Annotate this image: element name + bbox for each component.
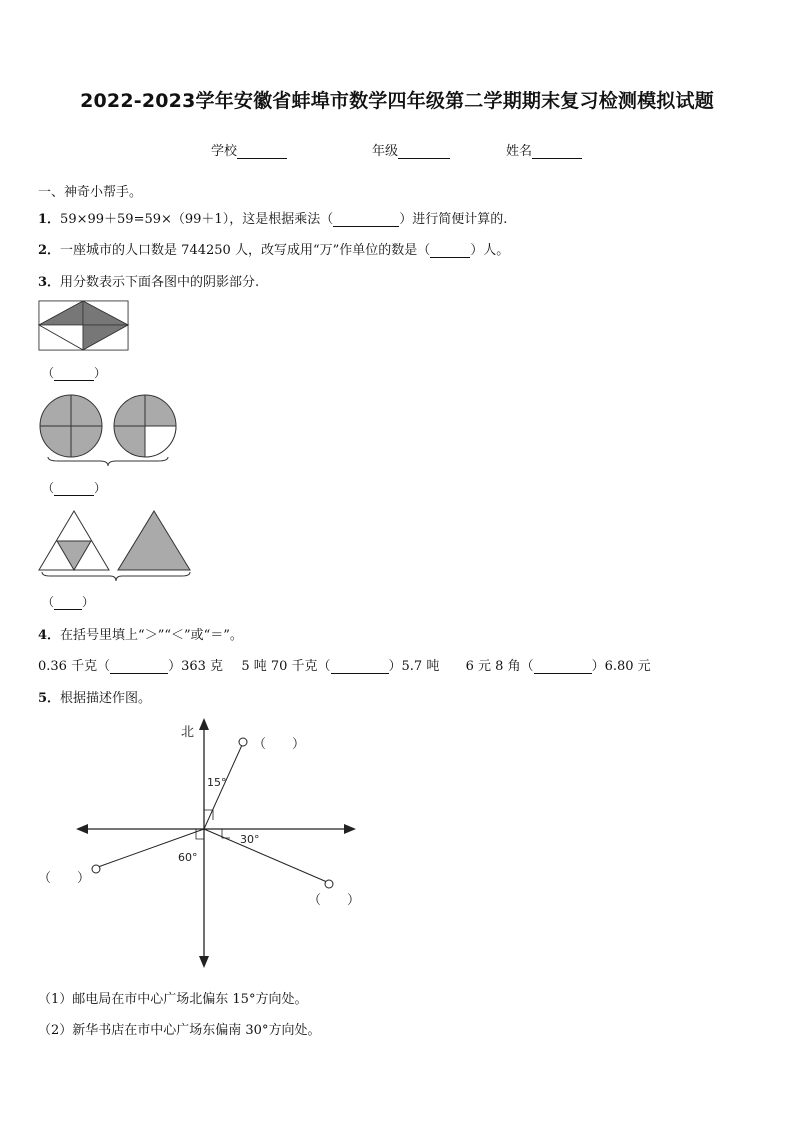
answer-paren (42, 364, 106, 381)
rectangle-triangles-figure (38, 300, 130, 352)
page-title: 2022-2023学年安徽省蚌埠市数学四年级第二学期期末复习检测模拟试题 (80, 90, 714, 112)
triangles-figure (38, 508, 194, 583)
answer-paren (42, 479, 106, 496)
question-3 (38, 271, 259, 290)
compare-left: 6 元 8 角（ (465, 659, 534, 674)
question-2-text-b: ）人。 (470, 243, 510, 258)
answer-blank[interactable] (110, 659, 168, 674)
sub-question-1: （1）邮电局在市中心广场北偏东 15°方向处。 (38, 992, 308, 1007)
answer-blank[interactable] (54, 483, 94, 496)
paren-close: ） (82, 595, 95, 609)
compare-item-1 (38, 659, 223, 674)
question-4-text: 在括号里填上“＞”“＜”或“＝”。 (60, 628, 243, 643)
paren-open: （ (42, 366, 55, 380)
answer-paren (42, 593, 94, 610)
question-number: 5． (38, 691, 61, 706)
question-number: 3． (38, 275, 61, 290)
question-number: 4． (38, 628, 61, 643)
school-field (211, 140, 287, 159)
paren-open: （ (42, 595, 55, 609)
name-field (506, 140, 582, 159)
question-number: 1． (38, 212, 61, 227)
question-4 (38, 624, 243, 643)
question-1-text-a: 59×99＋59=59×（99＋1），这是根据乘法（ (60, 212, 334, 227)
compare-right: ）5.7 吨 (388, 659, 440, 674)
compare-left: 5 吨 70 千克（ (241, 659, 331, 674)
name-blank[interactable] (532, 144, 582, 159)
answer-blank[interactable] (534, 659, 592, 674)
section-heading: 一、神奇小帮手。 (38, 185, 143, 200)
angle-15-label: 15° (207, 776, 227, 789)
paren-close: ） (94, 481, 107, 495)
circles-figure (38, 393, 178, 468)
compass-diagram (30, 712, 380, 972)
answer-paren[interactable]: （ ） (38, 871, 91, 886)
question-2-text-a: 一座城市的人口数是 744250 人，改写成用“万”作单位的数是（ (60, 243, 431, 258)
answer-blank[interactable] (333, 212, 399, 227)
question-5-text: 根据描述作图。 (60, 691, 152, 706)
question-1-text-b: ）进行简便计算的. (399, 212, 508, 227)
north-label: 北 (181, 725, 195, 740)
paren-close: ） (94, 366, 107, 380)
question-3-text: 用分数表示下面各图中的阴影部分. (60, 275, 260, 290)
school-label: 学校 (211, 144, 238, 159)
angle-60-label: 60° (178, 851, 198, 864)
answer-blank[interactable] (331, 659, 389, 674)
compare-right: ）363 克 (168, 659, 224, 674)
school-blank[interactable] (237, 144, 287, 159)
compare-left: 0.36 千克（ (38, 659, 111, 674)
answer-blank[interactable] (54, 368, 94, 381)
compare-item-2 (241, 659, 439, 674)
question-2 (38, 239, 509, 258)
paren-open: （ (42, 481, 55, 495)
grade-blank[interactable] (398, 144, 450, 159)
answer-blank[interactable] (54, 597, 82, 610)
sub-question-2: （2）新华书店在市中心广场东偏南 30°方向处。 (38, 1023, 321, 1038)
question-number: 2． (38, 243, 61, 258)
angle-30-label: 30° (240, 833, 260, 846)
grade-field (372, 140, 450, 159)
question-4-items (38, 655, 651, 674)
question-5 (38, 687, 151, 706)
compare-right: ）6.80 元 (591, 659, 651, 674)
answer-paren[interactable]: （ ） (308, 893, 361, 908)
answer-paren[interactable]: （ ） (253, 737, 306, 752)
compare-item-3 (466, 659, 651, 674)
question-1 (38, 208, 507, 227)
name-label: 姓名 (506, 144, 533, 159)
answer-blank[interactable] (430, 243, 470, 258)
grade-label: 年级 (372, 144, 399, 159)
